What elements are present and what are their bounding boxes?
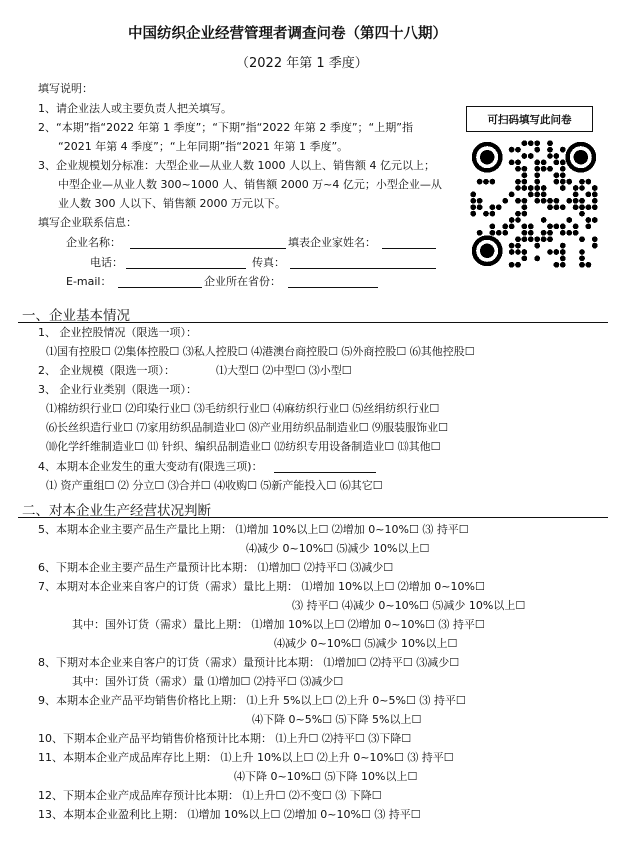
page-subtitle: （2022 年第 1 季度） xyxy=(236,56,368,71)
instruction-3b: 中型企业—从业人数 300~1000 人、销售额 2000 万~4 亿元；小型企业—从 xyxy=(58,178,442,191)
qr-label: 可扫码填写此问卷 xyxy=(466,106,593,132)
q13-line[interactable]: 13、本期本企业盈利比上期： ⑴增加 10%以上☐ ⑵增加 0~10%☐ ⑶ 持平☐ xyxy=(38,808,421,821)
section1-title: 一、企业基本情况 xyxy=(22,308,130,324)
q3-options-row2[interactable]: ⑹长丝织造行业☐ ⑺家用纺织品制造业☐ ⑻产业用纺织品制造业☐ ⑼服装服饰业☐ xyxy=(46,421,448,434)
section2-title: 二、对本企业生产经营状况判断 xyxy=(22,503,211,519)
instruction-2b: “2021 年第 4 季度”；“上年同期”指“2021 年第 1 季度”。 xyxy=(58,140,349,153)
q11-line[interactable]: 11、本期本企业产成品库存比上期： ⑴上升 10%以上☐ ⑵上升 0~10%☐ ⑶ 持平☐ xyxy=(38,751,454,764)
q4-label: 4、本期本企业发生的重大变动有(限选三项)： xyxy=(38,460,263,473)
q9-line2[interactable]: ⑷下降 0~5%☐ ⑸下降 5%以上☐ xyxy=(252,713,422,726)
page-title: 中国纺织企业经营管理者调查问卷（第四十八期） xyxy=(128,26,447,42)
q9-line[interactable]: 9、本期本企业产品平均销售价格比上期： ⑴上升 5%以上☐ ⑵上升 0~5%☐ ⑶ 持平☐ xyxy=(38,694,466,707)
email-label: E-mail： xyxy=(66,275,112,288)
q5-line2[interactable]: ⑷减少 0~10%☐ ⑸减少 10%以上☐ xyxy=(246,542,430,555)
contact-heading: 填写企业联系信息： xyxy=(38,216,137,229)
q12-line[interactable]: 12、下期本企业产成品库存预计比本期： ⑴上升☐ ⑵不变☐ ⑶ 下降☐ xyxy=(38,789,382,802)
instruction-1: 1、请企业法人或主要负责人把关填写。 xyxy=(38,102,232,115)
phone-label: 电话： xyxy=(90,256,123,269)
company-name-field[interactable] xyxy=(130,248,286,249)
filler-name-label: 填表企业家姓名： xyxy=(288,236,376,249)
q4-field[interactable] xyxy=(274,472,376,473)
phone-field[interactable] xyxy=(126,268,246,269)
email-field[interactable] xyxy=(118,287,202,288)
qr-finder-bottom-left xyxy=(474,238,500,264)
qr-finder-top-right xyxy=(568,144,594,170)
q7-foreign-line[interactable]: 其中：国外订货（需求）量比上期： ⑴增加 10%以上☐ ⑵增加 0~10%☐ ⑶ 持平☐ xyxy=(72,618,485,631)
fax-label: 传真： xyxy=(252,256,285,269)
fax-field[interactable] xyxy=(290,268,436,269)
q7-foreign-line2[interactable]: ⑷减少 0~10%☐ ⑸减少 10%以上☐ xyxy=(274,637,458,650)
q10-line[interactable]: 10、下期本企业产品平均销售价格预计比本期： ⑴上升☐ ⑵持平☐ ⑶下降☐ xyxy=(38,732,412,745)
q8-line[interactable]: 8、下期对本企业来自客户的订货（需求）量预计比本期： ⑴增加☐ ⑵持平☐ ⑶减少☐ xyxy=(38,656,460,669)
q1-label: 1、 企业控股情况（限选一项）： xyxy=(38,326,197,339)
instructions-heading: 填写说明： xyxy=(38,82,93,95)
company-name-label: 企业名称： xyxy=(66,236,121,249)
instruction-3a: 3、企业规模划分标准：大型企业—从业人数 1000 人以上、销售额 4 亿元以上； xyxy=(38,159,435,172)
qr-code[interactable] xyxy=(470,140,598,268)
province-label: 企业所在省份： xyxy=(204,275,281,288)
q7-line[interactable]: 7、本期对本企业来自客户的订货（需求）量比上期： ⑴增加 10%以上☐ ⑵增加 0~10%☐ xyxy=(38,580,485,593)
q3-options-row3[interactable]: ⑽化学纤维制造业☐ ⑾ 针织、编织品制造业☐ ⑿纺织专用设备制造业☐ ⒀其他☐ xyxy=(46,440,441,453)
section1-divider xyxy=(18,322,608,323)
q2-label: 2、 企业规模（限选一项）： xyxy=(38,364,175,377)
qr-finder-top-left xyxy=(474,144,500,170)
q6-line[interactable]: 6、下期本企业主要产品生产量预计比本期： ⑴增加☐ ⑵持平☐ ⑶减少☐ xyxy=(38,561,394,574)
q1-options[interactable]: ⑴国有控股☐ ⑵集体控股☐ ⑶私人控股☐ ⑷港澳台商控股☐ ⑸外商控股☐ ⑹其他控股☐ xyxy=(46,345,475,358)
q2-options[interactable]: ⑴大型☐ ⑵中型☐ ⑶小型☐ xyxy=(216,364,352,377)
q7-line2[interactable]: ⑶ 持平☐ ⑷减少 0~10%☐ ⑸减少 10%以上☐ xyxy=(292,599,526,612)
filler-name-field[interactable] xyxy=(382,248,436,249)
section2-divider xyxy=(18,517,608,518)
province-field[interactable] xyxy=(288,287,378,288)
q8-foreign-line[interactable]: 其中：国外订货（需求）量 ⑴增加☐ ⑵持平☐ ⑶减少☐ xyxy=(72,675,344,688)
instruction-3c: 业人数 300 人以下、销售额 2000 万元以下。 xyxy=(58,197,286,210)
instruction-2a: 2、“本期”指“2022 年第 1 季度”；“下期”指“2022 年第 2 季度”；“上期”指 xyxy=(38,121,413,134)
q3-options-row1[interactable]: ⑴棉纺织行业☐ ⑵印染行业☐ ⑶毛纺织行业☐ ⑷麻纺织行业☐ ⑸丝绢纺织行业☐ xyxy=(46,402,440,415)
q5-line[interactable]: 5、本期本企业主要产品生产量比上期： ⑴增加 10%以上☐ ⑵增加 0~10%☐ ⑶ 持平☐ xyxy=(38,523,469,536)
q4-options[interactable]: ⑴ 资产重组☐ ⑵ 分立☐ ⑶合并☐ ⑷收购☐ ⑸新产能投入☐ ⑹其它☐ xyxy=(46,479,383,492)
q3-label: 3、 企业行业类别（限选一项）： xyxy=(38,383,197,396)
q11-line2[interactable]: ⑷下降 0~10%☐ ⑸下降 10%以上☐ xyxy=(234,770,418,783)
